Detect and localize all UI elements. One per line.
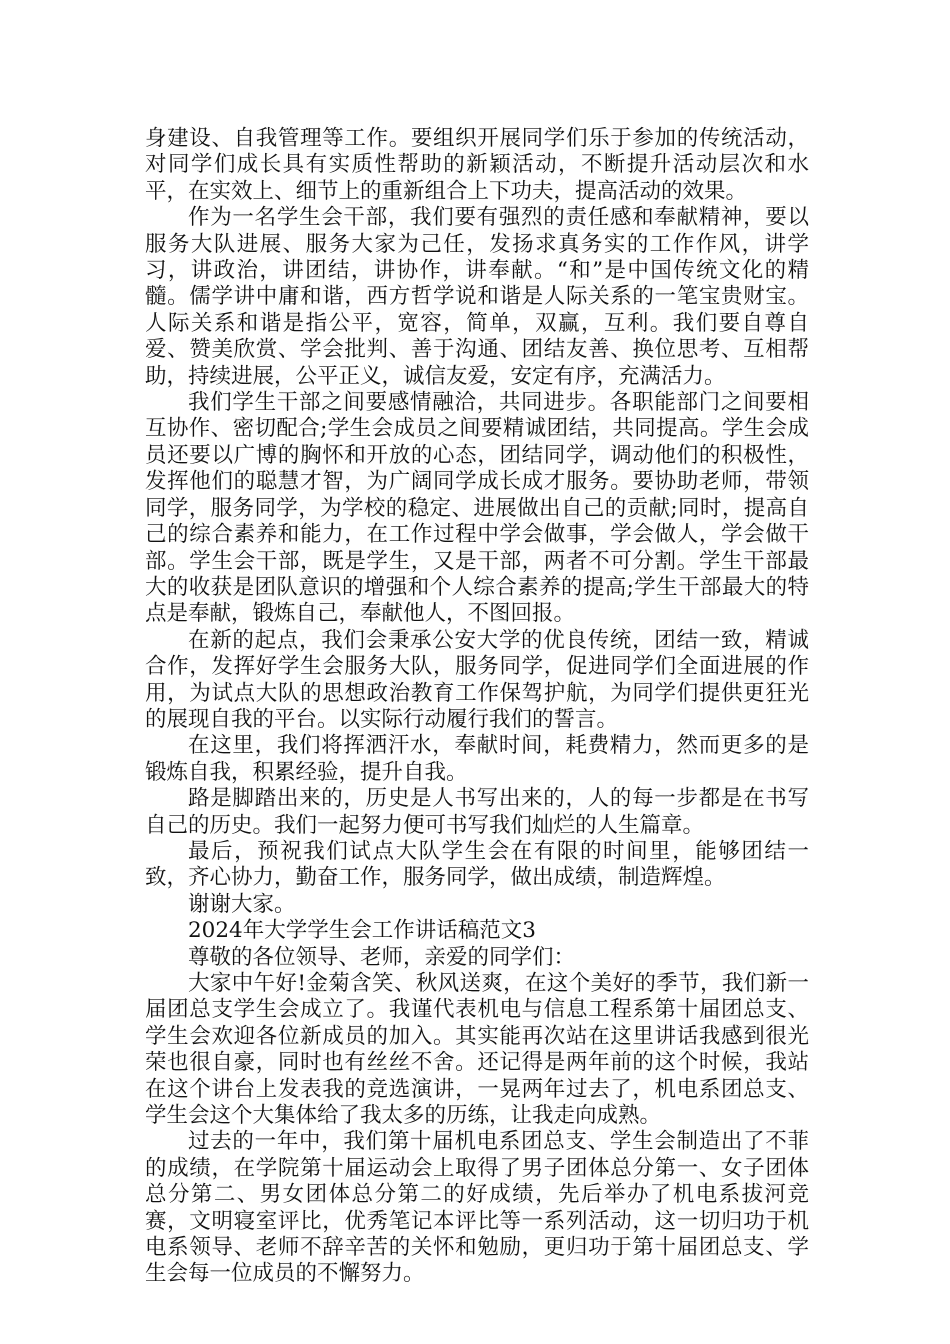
document-body [145,126,809,1288]
paragraph-finally: 最后，预祝我们试点大队学生会在有限的时间里，能够团结一致，齐心协力，勤奋工作，服务同学，做出成绩，制造辉煌。 [145,838,809,891]
paragraph-responsibility: 作为一名学生会干部，我们要有强烈的责任感和奉献精神，要以服务大队进展、服务大家为己任，发扬求真务实的工作作风，讲学习，讲政治，讲团结，讲协作，讲奉献。“和”是中国传统文化的精髓。儒学讲中庸和谐，西方哲学说和谐是人际关系的一笔宝贵财宝。人际关系和谐是指公平，宽容，简单，双赢，互利。我们要自尊自爱、赞美欣赏、学会批判、善于沟通、团结友善、换位思考、互相帮助，持续进展，公平正义，诚信友爱，安定有序，充满活力。 [145,205,809,389]
paragraph-greeting: 大家中午好!金菊含笑、秋风送爽，在这个美好的季节，我们新一届团总支学生会成立了。我谨代表机电与信息工程系第十届团总支、学生会欢迎各位新成员的加入。其实能再次站在这里讲话我感到很光荣也很自豪，同时也有丝丝不舍。还记得是两年前的这个时候，我站在这个讲台上发表我的竞选演讲，一晃两年过去了，机电系团总支、学生会这个大集体给了我太多的历练，让我走向成熟。 [145,971,809,1129]
paragraph-thanks: 谢谢大家。 [188,891,296,917]
paragraph-cooperation: 我们学生干部之间要感情融洽，共同进步。各职能部门之间要相互协作、密切配合;学生会成员之间要精诚团结，共同提高。学生会成员还要以广博的胸怀和开放的心态，团结同学，调动他们的积极性，发挥他们的聪慧才智，为广阔同学成长成才服务。要协助老师，带领同学，服务同学，为学校的稳定、进展做出自己的贡献;同时，提高自己的综合素养和能力，在工作过程中学会做事，学会做人，学会做干部。学生会干部，既是学生，又是干部，两者不可分割。学生干部最大的收获是团队意识的增强和个人综合素养的提高;学生干部最大的特点是奉献，锻炼自己，奉献他人，不图回报。 [145,390,809,627]
paragraph-past-year: 过去的一年中，我们第十届机电系团总支、学生会制造出了不菲的成绩，在学院第十届运动会上取得了男子团体总分第一、女子团体总分第二、男女团体总分第二的好成绩，先后举办了机电系拔河竞赛，文明寝室评比，优秀笔记本评比等一系列活动，这一切归功于机电系领导、老师不辞辛苦的关怀和勉励，更归功于第十届团总支、学生会每一位成员的不懈努力。 [145,1129,809,1287]
paragraph-new-start: 在新的起点，我们会秉承公安大学的优良传统，团结一致，精诚合作，发挥好学生会服务大队，服务同学，促进同学们全面进展的作用，为试点大队的思想政治教育工作保驾护航，为同学们提供更狂光的展现自我的平台。以实际行动履行我们的誓言。 [145,627,809,732]
section-title: 2024年大学学生会工作讲话稿范文3 [188,918,536,944]
salutation: 尊敬的各位领导、老师，亲爱的同学们： [188,944,576,970]
paragraph-here: 在这里，我们将挥洒汗水，奉献时间，耗费精力，然而更多的是锻炼自我，积累经验，提升自我。 [145,733,809,785]
paragraph-road: 路是脚踏出来的，历史是人书写出来的，人的每一步都是在书写自己的历史。我们一起努力便可书写我们灿烂的人生篇章。 [145,786,809,838]
paragraph-continuation: 身建设、自我管理等工作。要组织开展同学们乐于参加的传统活动，对同学们成长具有实质性帮助的新颖活动，不断提升活动层次和水平，在实效上、细节上的重新组合上下功夫，提高活动的效果。 [145,126,809,204]
